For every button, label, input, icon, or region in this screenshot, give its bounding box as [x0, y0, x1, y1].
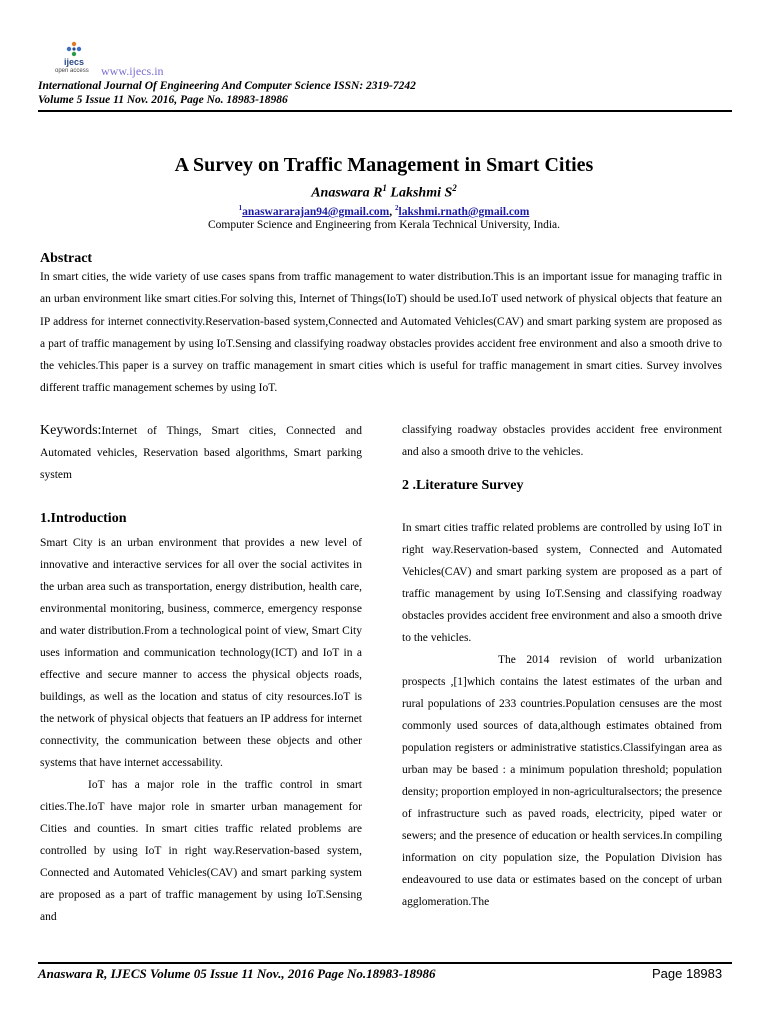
right-column: [402, 419, 722, 913]
author-affiliation-mark: 1: [382, 183, 387, 193]
introduction-heading: 1.Introduction: [40, 511, 127, 526]
author-list: [0, 183, 768, 202]
continuation-paragraph: classifying roadway obstacles provides accident free environment and also a smooth drive to the vehicles.: [402, 424, 722, 458]
introduction-paragraph: Smart City is an urban environment that provides a new level of innovative and interactive services for all over the social activites in the urban area such as transportation, energy distribution, health care, environmental monitoring, business, commerce, emergency response and water distribution.From a technological point of view, Smart City uses information and communication technology(ICT) and IoT in a effective and secure manner to access the physical objects roads, buildings, as well as the location and status of city resources.IoT is the network of physical objects that featuers an IP address for internet connectivity, the communication between these objects and other systems that have internet accessability.: [40, 537, 362, 769]
header-divider: [38, 110, 732, 112]
author-name: Lakshmi S: [390, 185, 453, 201]
page-number: Page 18983: [652, 966, 723, 981]
journal-logo: [52, 40, 98, 80]
logo-wordmark: ijecs: [64, 57, 85, 67]
literature-survey-heading: 2 .Literature Survey: [402, 478, 524, 493]
keywords-label: Keywords:: [40, 423, 102, 438]
footer-citation: Anaswara R, IJECS Volume 05 Issue 11 Nov., 2016 Page No.18983-18986: [38, 966, 436, 981]
left-column: [40, 420, 362, 928]
paper-title: A Survey on Traffic Management in Smart Cities: [174, 154, 594, 176]
author-affiliation-mark: 2: [452, 183, 457, 193]
abstract-body: In smart cities, the wide variety of use cases spans from traffic management to water distribution.This is an important issue for managing traffic in an urban environment like smart cities.For solving this, Internet of Things(IoT) should be used.IoT used network of physical objects that feature an IP address for internet connectivity.Reservation-based system,Connected and Automated Vehicles(CAV) and smart parking system are proposed as a part of traffic management by using IoT.Sensing and classifying roadway obstacles provides accident free environment and also a smooth drive to the vehicles.This paper is a survey on traffic management in smart cities which is useful for traffic management in smart cities. Survey involves different traffic management schemes by using IoT.: [40, 271, 722, 395]
journal-url-link[interactable]: www.ijecs.in: [101, 64, 164, 78]
author-affiliation: Computer Science and Engineering from Kerala Technical University, India.: [207, 219, 561, 231]
keywords-text: Internet of Things, Smart cities, Connected and Automated vehicles, Reservation based algorithms, Smart parking system: [40, 425, 362, 481]
email-link[interactable]: lakshmi.rnath@gmail.com: [398, 205, 530, 218]
literature-paragraph: The 2014 revision of world urbanization prospects ,[1]which contains the latest estimates of the urban and rural populations of 233 countries.Population censuses are the most commonly used sources of data,although estimates obtained from population registers or administrative statistics.Classifyingan area as urban may be based : a minimum population threshold; population density; proportion employed in non-agriculturalsectors; the presence of infrastructure such as paved roads, electricity, piped water or sewers; and the presence of education or health services.In compiling information on city population size, the Population Division has endeavoured to use data or estimates based on the concept of urban agglomeration.The: [402, 654, 722, 908]
keywords-paragraph: [40, 420, 362, 486]
logo-mark-icon: [65, 40, 83, 58]
footer-divider: [38, 962, 732, 964]
literature-paragraph: In smart cities traffic related problems are controlled by using IoT in right way.Reservation-based system, Connected and Automated Vehicles(CAV) and smart parking system are proposed as a part of traffic management by using IoT.Sensing and classifying roadway obstacles provides accident free environment and also a smooth drive to the vehicles.: [402, 522, 722, 644]
abstract-heading: Abstract: [40, 251, 93, 266]
author-emails: [0, 204, 768, 218]
journal-volume-info: Volume 5 Issue 11 Nov. 2016, Page No. 18983-18986: [38, 94, 288, 106]
author-name: Anaswara R: [311, 185, 383, 201]
email-mark: 2: [395, 204, 399, 212]
email-link[interactable]: anaswararajan94@gmail.com: [242, 205, 390, 218]
email-separator: ,: [389, 205, 396, 218]
journal-name: International Journal Of Engineering And Computer Science ISSN: 2319-7242: [38, 80, 416, 92]
email-mark: 1: [238, 204, 243, 212]
introduction-paragraph: IoT has a major role in the traffic control in smart cities.The.IoT have major role in smarter urban management for Cities and counties. In smart cities traffic related problems are controlled by using IoT in right way.Reservation-based system, Connected and Automated Vehicles(CAV) and smart parking system are proposed as a part of traffic management by using IoT.Sensing and: [40, 779, 362, 923]
logo-tagline: open access: [55, 68, 89, 74]
